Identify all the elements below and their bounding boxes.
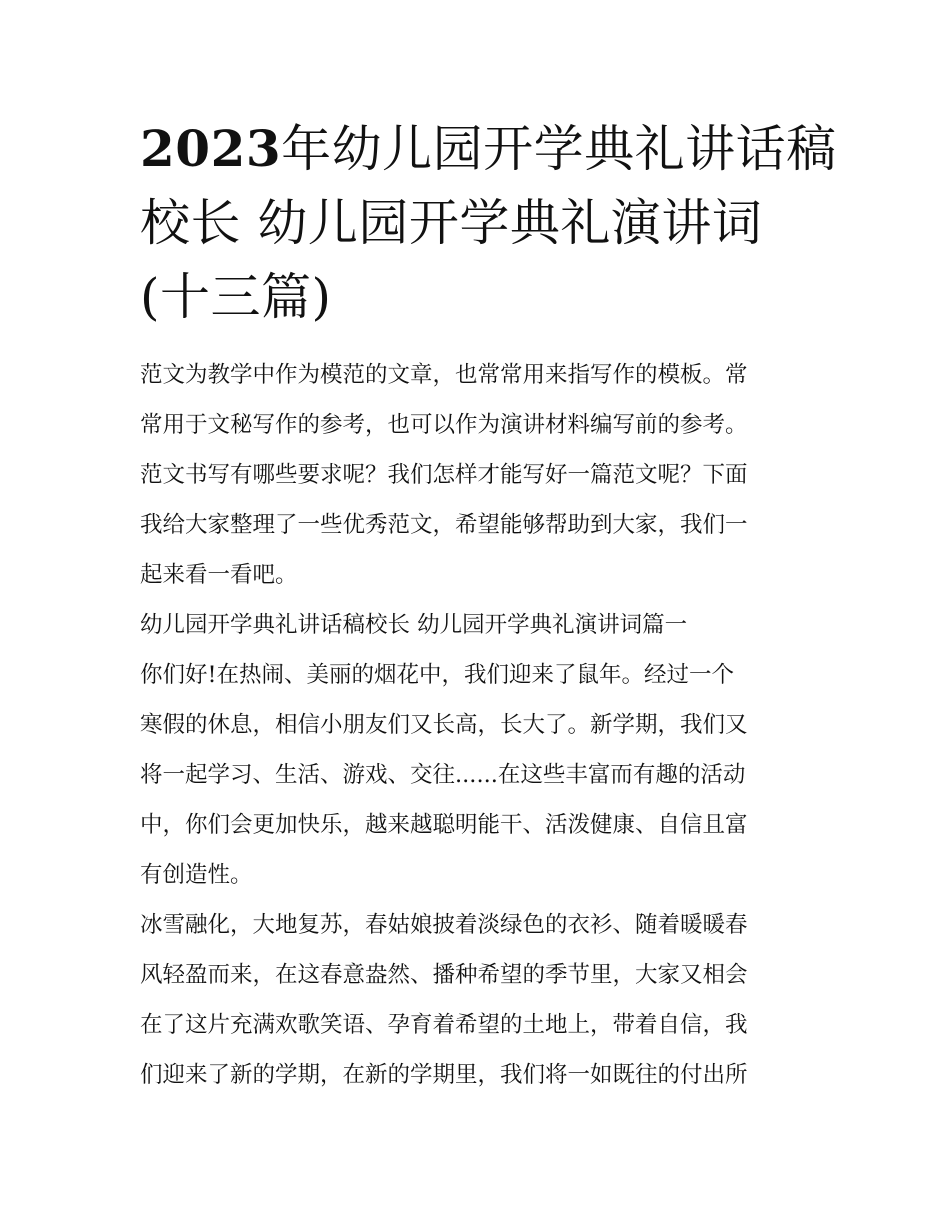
body-line: 起来看一看吧。	[140, 562, 298, 588]
body-line: 范文书写有哪些要求呢？我们怎样才能写好一篇范文呢？下面	[140, 462, 748, 488]
body-line: 在了这片充满欢歌笑语、孕育着希望的土地上，带着自信，我	[140, 1012, 748, 1038]
body-line: 将一起学习、生活、游戏、交往......在这些丰富而有趣的活动	[140, 762, 746, 788]
section-heading: 幼儿园开学典礼讲话稿校长 幼儿园开学典礼演讲词篇一	[140, 612, 688, 638]
body-line: 范文为教学中作为模范的文章，也常常用来指写作的模板。常	[140, 362, 748, 388]
document-body	[140, 350, 812, 1100]
body-line: 常用于文秘写作的参考，也可以作为演讲材料编写前的参考。	[140, 412, 748, 438]
body-line: 风轻盈而来，在这春意盎然、播种希望的季节里，大家又相会	[140, 962, 748, 988]
body-line: 们迎来了新的学期，在新的学期里，我们将一如既往的付出所	[140, 1062, 748, 1088]
body-line: 我给大家整理了一些优秀范文，希望能够帮助到大家，我们一	[140, 512, 748, 538]
body-line: 寒假的休息，相信小朋友们又长高，长大了。新学期，我们又	[140, 712, 748, 738]
body-line: 你们好!在热闹、美丽的烟花中，我们迎来了鼠年。经过一个	[140, 662, 735, 688]
title-text: (十三篇)	[140, 268, 332, 326]
title-line-3	[140, 260, 820, 334]
document-title	[140, 112, 837, 334]
title-year: 2023	[140, 119, 282, 178]
title-line-1	[140, 112, 837, 186]
title-line-2	[140, 186, 820, 260]
body-line: 冰雪融化，大地复苏，春姑娘披着淡绿色的衣衫、随着暖暖春	[140, 912, 748, 938]
title-text: 年幼儿园开学典礼讲话稿	[281, 120, 837, 178]
title-text: 校长 幼儿园开学典礼演讲词	[140, 194, 763, 252]
body-line: 有创造性。	[140, 862, 253, 888]
body-line: 中，你们会更加快乐，越来越聪明能干、活泼健康、自信且富	[140, 812, 748, 838]
